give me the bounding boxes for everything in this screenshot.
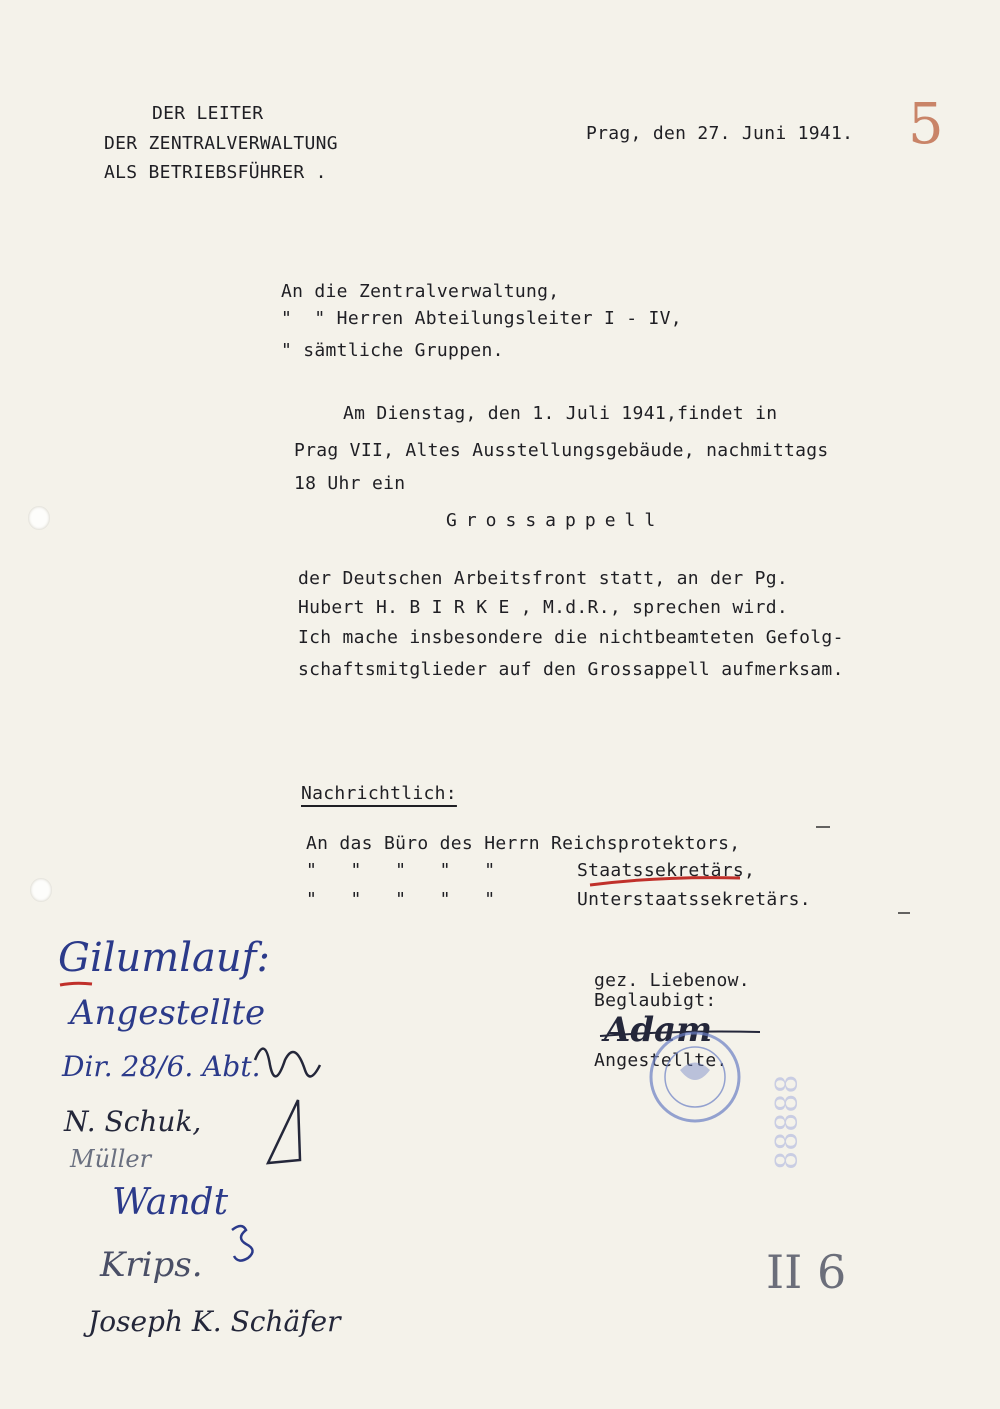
body-p1-line-1: Am Dienstag, den 1. Juli 1941,findet in <box>343 403 778 424</box>
cc-line-3-marks: " " " " " <box>306 889 496 910</box>
handwritten-circulation: Gilumlauf: <box>58 935 270 981</box>
handwritten-schuk: N. Schuk, <box>64 1105 202 1138</box>
handwritten-signature: Adam <box>604 1010 713 1050</box>
sender-line-3: ALS BETRIEBSFÜHRER . <box>104 162 327 183</box>
handwritten-corner-mark: II 6 <box>766 1245 847 1299</box>
handwritten-joseph: Joseph K. Schäfer <box>88 1305 341 1338</box>
handwritten-dir: Dir. 28/6. Abt. <box>62 1050 261 1083</box>
recipient-line-3: " sämtliche Gruppen. <box>281 340 504 361</box>
initials-scribble <box>255 1049 320 1077</box>
cc-line-2-text: Staatssekretärs, <box>577 860 756 881</box>
recipient-line-1: An die Zentralverwaltung, <box>281 281 560 302</box>
sender-line-2: DER ZENTRALVERWALTUNG <box>104 133 338 154</box>
red-underline-circulation <box>60 983 92 985</box>
body-p1-line-2: Prag VII, Altes Ausstellungsgebäude, nachmittags <box>294 440 829 461</box>
body-p2-line-3: Ich mache insbesondere die nichtbeamteten Gefolg- <box>298 627 844 648</box>
red-underline-staatssekretaer <box>590 878 740 885</box>
signer-role: Angestellte. <box>594 1050 728 1071</box>
cc-line-2-marks: " " " " " <box>306 860 496 881</box>
triangle-mark <box>268 1100 300 1163</box>
handwritten-krips: Krips. <box>100 1245 203 1285</box>
handwritten-mueller: Müller <box>70 1145 152 1173</box>
cc-line-1: An das Büro des Herrn Reichsprotektors, <box>306 833 741 854</box>
handwritten-angestellte: Angestellte <box>70 993 266 1033</box>
folio-number: 5 <box>908 92 944 157</box>
sender-line-1: DER LEITER <box>152 103 264 124</box>
body-p2-line-4: schaftsmitglieder auf den Grossappell aufmerksam. <box>298 659 844 680</box>
body-p2-line-2: Hubert H. B I R K E , M.d.R., sprechen wird. <box>298 597 789 618</box>
body-p1-line-3: 18 Uhr ein <box>294 473 406 494</box>
event-title: Grossappell <box>446 510 665 531</box>
certified-label: Beglaubigt: <box>594 990 717 1011</box>
recipient-line-2: " " Herren Abteilungsleiter I - IV, <box>281 308 682 329</box>
letter-date: Prag, den 27. Juni 1941. <box>586 123 854 144</box>
nachrichtlich-heading: Nachrichtlich: <box>301 783 457 804</box>
body-p2-line-1: der Deutschen Arbeitsfront statt, an der Pg. <box>298 568 789 589</box>
stamp-number: 88888 <box>770 1074 805 1170</box>
section-mark-icon <box>232 1226 253 1261</box>
cc-line-3-text: Unterstaatssekretärs. <box>577 889 811 910</box>
handwritten-wandt: Wandt <box>112 1182 229 1223</box>
office-stamp-icon <box>651 1033 739 1121</box>
signed-by: gez. Liebenow. <box>594 970 750 991</box>
